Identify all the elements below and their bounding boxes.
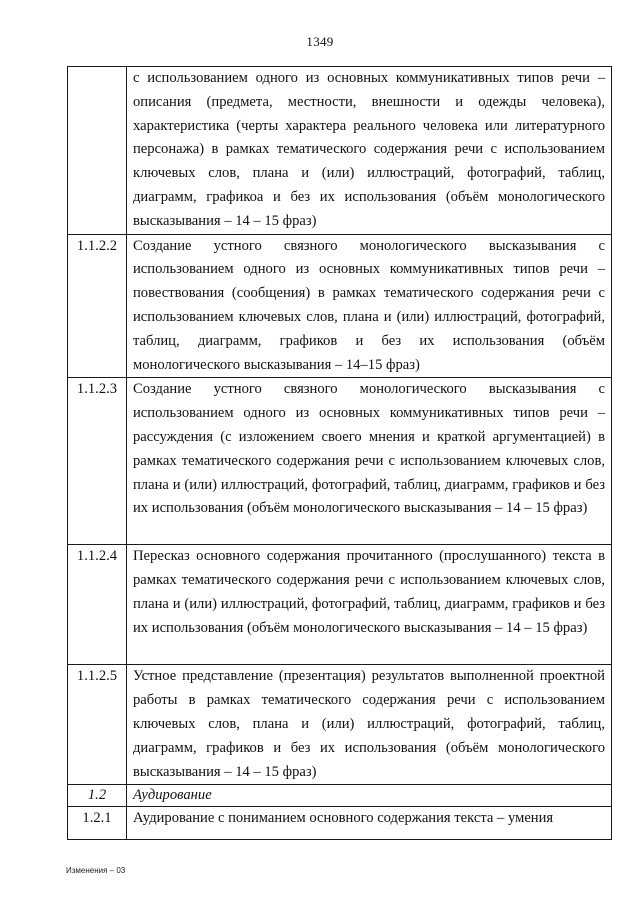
table-row — [68, 234, 612, 378]
row-text: Аудирование с пониманием основного содержания текста – умения — [127, 807, 612, 840]
table-row — [68, 67, 612, 235]
table-row-section-heading — [68, 785, 612, 807]
row-text: Пересказ основного содержания прочитанного (прослушанного) текста в рамках тематического содержания речи с использованием ключевых слов, плана и (или) иллюстраций, фотографий, таблиц, диаграмм, графиков и без их использования (объём монологического высказывания – 14 – 15 фраз) — [127, 545, 612, 665]
section-title: Аудирование — [127, 785, 612, 807]
row-number: 1.1.2.2 — [68, 234, 127, 378]
table-row — [68, 378, 612, 545]
row-number: 1.1.2.3 — [68, 378, 127, 545]
table-row — [68, 665, 612, 785]
row-number: 1.1.2.5 — [68, 665, 127, 785]
table-row — [68, 807, 612, 840]
row-number: 1.2.1 — [68, 807, 127, 840]
row-number: 1.1.2.4 — [68, 545, 127, 665]
row-text: Создание устного связного монологического высказывания с использованием одного из основных коммуникативных типов речи – рассуждения (с изложением своего мнения и краткой аргументацией) в рамках тематического содержания речи с использованием ключевых слов, плана и (или) иллюстраций, фотографий, таблиц, диаграмм, графиков и без их использования (объём монологического высказывания – 14 – 15 фраз) — [127, 378, 612, 545]
row-number — [68, 67, 127, 235]
row-text: Создание устного связного монологического высказывания с использованием одного из основных коммуникативных типов речи – повествования (сообщения) в рамках тематического содержания речи с использованием ключевых слов, плана и (или) иллюстраций, фотографий, таблиц, диаграмм, графиков и без их использования (объём монологического высказывания – 14–15 фраз) — [127, 234, 612, 378]
page-number: 1349 — [306, 34, 334, 49]
row-text: Устное представление (презентация) результатов выполненной проектной работы в рамках тематического содержания речи с использованием ключевых слов, плана и (или) иллюстраций, фотографий, таблиц, диаграмм, графиков и без их использования (объём монологического высказывания – 14 – 15 фраз) — [127, 665, 612, 785]
table-row — [68, 545, 612, 665]
footer-revision-note: Изменения – 03 — [66, 866, 126, 875]
section-number: 1.2 — [68, 785, 127, 807]
content-table — [67, 66, 612, 840]
row-text: с использованием одного из основных коммуникативных типов речи – описания (предмета, местности, внешности и одежды человека), характеристика (черты характера реального человека или литературного персонажа) в рамках тематического содержания речи с использованием ключевых слов, плана и (или) иллюстраций, фотографий, таблиц, диаграмм, графикоа и без их использования (объём монологического высказывания – 14 – 15 фраз) — [127, 67, 612, 235]
